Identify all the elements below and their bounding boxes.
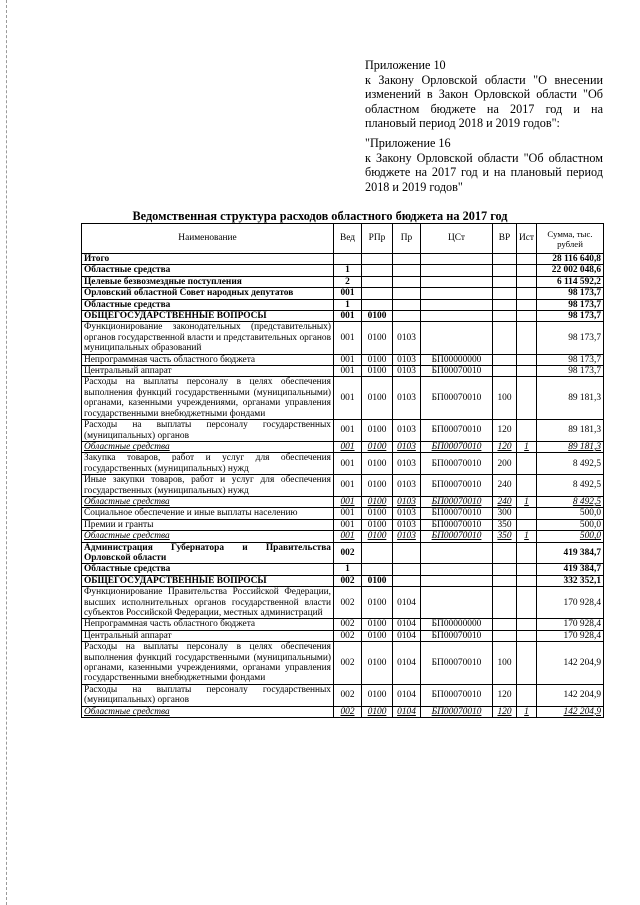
cell-rpr: 0100 (362, 642, 393, 685)
cell-sum: 22 002 048,6 (537, 265, 604, 276)
cell-rpr: 0100 (362, 630, 393, 641)
table-row (82, 366, 604, 377)
cell-rpr: 0100 (362, 519, 393, 530)
cell-rpr: 0100 (362, 587, 393, 619)
cell-sum: 170 928,4 (537, 619, 604, 630)
cell-vr: 300 (493, 508, 517, 519)
cell-ist (517, 630, 537, 641)
cell-sum: 500,0 (537, 508, 604, 519)
cell-cst: БП00070010 (421, 630, 493, 641)
cell-pr: 0104 (393, 630, 421, 641)
cell-ved: 001 (334, 519, 362, 530)
cell-cst (421, 564, 493, 575)
cell-name: Областные средства (82, 564, 334, 575)
cell-rpr: 0100 (362, 354, 393, 365)
table-row (82, 354, 604, 365)
cell-name: Областные средства (82, 531, 334, 542)
cell-sum: 170 928,4 (537, 587, 604, 619)
cell-cst: БП00070010 (421, 519, 493, 530)
appendix-16-text: к Закону Орловской области "Об областном бюджете на 2017 год и на плановый период 2018 и 2019 годов" (365, 150, 603, 194)
cell-ist (517, 288, 537, 299)
cell-sum: 142 204,9 (537, 684, 604, 706)
cell-name: Социальное обеспечение и иные выплаты населению (82, 508, 334, 519)
cell-vr (493, 276, 517, 287)
cell-cst (421, 288, 493, 299)
cell-sum: 98 173,7 (537, 354, 604, 365)
cell-ved: 002 (334, 684, 362, 706)
cell-ist: 1 (517, 496, 537, 507)
cell-vr (493, 254, 517, 265)
table-row (82, 420, 604, 442)
cell-vr: 240 (493, 475, 517, 497)
cell-ved: 1 (334, 265, 362, 276)
cell-ist (517, 587, 537, 619)
cell-pr (393, 254, 421, 265)
table-row (82, 475, 604, 497)
table-row (82, 288, 604, 299)
cell-sum: 500,0 (537, 531, 604, 542)
header-ved: Вед (334, 224, 362, 254)
cell-vr: 200 (493, 453, 517, 475)
table-row (82, 531, 604, 542)
cell-name: Администрация Губернатора и Правительства Орловской области (82, 542, 334, 564)
cell-rpr (362, 265, 393, 276)
cell-vr (493, 322, 517, 354)
cell-sum: 89 181,3 (537, 420, 604, 442)
cell-sum: 98 173,7 (537, 322, 604, 354)
header-sum: Сумма, тыс. рублей (537, 224, 604, 254)
cell-ved: 001 (334, 496, 362, 507)
table-row (82, 441, 604, 452)
cell-sum: 98 173,7 (537, 311, 604, 322)
table-row (82, 619, 604, 630)
cell-pr (393, 265, 421, 276)
cell-ved: 001 (334, 311, 362, 322)
cell-name: ОБЩЕГОСУДАРСТВЕННЫЕ ВОПРОСЫ (82, 311, 334, 322)
cell-cst: БП00070010 (421, 496, 493, 507)
table-row (82, 575, 604, 586)
cell-vr (493, 354, 517, 365)
cell-cst (421, 276, 493, 287)
appendix-10-text: к Закону Орловской области "О внесении изменений в Закон Орловской области "Об областном бюджете на 2017 год и на плановый период 2018 и 2019 годов": (365, 72, 603, 131)
cell-cst (421, 265, 493, 276)
cell-name: Закупка товаров, работ и услуг для обеспечения государственных (муниципальных) нужд (82, 453, 334, 475)
cell-vr: 100 (493, 642, 517, 685)
cell-pr (393, 276, 421, 287)
cell-pr (393, 575, 421, 586)
cell-sum: 332 352,1 (537, 575, 604, 586)
cell-vr: 120 (493, 441, 517, 452)
cell-rpr: 0100 (362, 684, 393, 706)
cell-vr (493, 288, 517, 299)
cell-name: Расходы на выплаты персоналу государственных (муниципальных) органов (82, 684, 334, 706)
table-row (82, 706, 604, 717)
table-row (82, 564, 604, 575)
cell-name: Областные средства (82, 265, 334, 276)
cell-pr: 0104 (393, 684, 421, 706)
cell-pr (393, 288, 421, 299)
cell-name: Расходы на выплаты персоналу в целях обеспечения выполнения функций государственными (муниципальными) органами, казенными учреждениями, органами управления государственными внебюджетными фондами (82, 377, 334, 420)
cell-rpr: 0100 (362, 366, 393, 377)
cell-cst: БП00070010 (421, 475, 493, 497)
cell-rpr: 0100 (362, 496, 393, 507)
cell-vr (493, 630, 517, 641)
cell-pr: 0103 (393, 441, 421, 452)
table-row (82, 542, 604, 564)
cell-cst (421, 575, 493, 586)
header-rpr: РПр (362, 224, 393, 254)
scan-edge-line (6, 0, 7, 905)
cell-rpr: 0100 (362, 420, 393, 442)
cell-name: Областные средства (82, 706, 334, 717)
table-row (82, 684, 604, 706)
table-row (82, 630, 604, 641)
cell-ved: 001 (334, 377, 362, 420)
cell-ist (517, 475, 537, 497)
cell-rpr: 0100 (362, 575, 393, 586)
cell-name: Орловский областной Совет народных депутатов (82, 288, 334, 299)
cell-sum: 28 116 640,8 (537, 254, 604, 265)
cell-ist (517, 254, 537, 265)
appendix-16-title: "Приложение 16 (365, 135, 451, 150)
cell-ist (517, 542, 537, 564)
cell-name: Областные средства (82, 299, 334, 310)
cell-vr (493, 542, 517, 564)
table-row (82, 496, 604, 507)
cell-cst: БП00070010 (421, 366, 493, 377)
cell-rpr: 0100 (362, 619, 393, 630)
cell-name: Премии и гранты (82, 519, 334, 530)
cell-cst: БП00000000 (421, 354, 493, 365)
cell-rpr (362, 542, 393, 564)
cell-ist (517, 420, 537, 442)
cell-ist (517, 684, 537, 706)
cell-ved: 001 (334, 366, 362, 377)
cell-ved: 001 (334, 288, 362, 299)
cell-vr: 240 (493, 496, 517, 507)
cell-pr (393, 542, 421, 564)
table-row (82, 276, 604, 287)
cell-rpr: 0100 (362, 475, 393, 497)
cell-cst: БП00070010 (421, 508, 493, 519)
cell-rpr: 0100 (362, 322, 393, 354)
cell-ved: 001 (334, 508, 362, 519)
cell-pr: 0103 (393, 453, 421, 475)
cell-name: Областные средства (82, 496, 334, 507)
cell-rpr: 0100 (362, 531, 393, 542)
cell-sum: 8 492,5 (537, 453, 604, 475)
cell-cst: БП00070010 (421, 531, 493, 542)
cell-rpr: 0100 (362, 311, 393, 322)
cell-name: Иные закупки товаров, работ и услуг для обеспечения государственных (муниципальных) нужд (82, 475, 334, 497)
cell-sum: 98 173,7 (537, 288, 604, 299)
table-row (82, 322, 604, 354)
cell-ist (517, 508, 537, 519)
table-header-row (82, 224, 604, 254)
cell-ved: 001 (334, 441, 362, 452)
cell-vr: 350 (493, 531, 517, 542)
cell-ist (517, 276, 537, 287)
cell-vr (493, 587, 517, 619)
cell-ved: 001 (334, 322, 362, 354)
cell-pr: 0103 (393, 475, 421, 497)
appendix-10-title: Приложение 10 (365, 58, 446, 72)
cell-ist (517, 564, 537, 575)
cell-vr: 350 (493, 519, 517, 530)
cell-ved: 001 (334, 354, 362, 365)
cell-ved: 001 (334, 531, 362, 542)
cell-name: Непрограммная часть областного бюджета (82, 354, 334, 365)
cell-sum: 89 181,3 (537, 441, 604, 452)
cell-pr (393, 299, 421, 310)
cell-ist (517, 642, 537, 685)
cell-sum: 8 492,5 (537, 475, 604, 497)
cell-rpr: 0100 (362, 453, 393, 475)
cell-cst (421, 322, 493, 354)
cell-ved: 002 (334, 587, 362, 619)
cell-pr: 0104 (393, 706, 421, 717)
cell-ist (517, 519, 537, 530)
cell-rpr: 0100 (362, 508, 393, 519)
appendix-block (365, 58, 603, 194)
cell-pr: 0104 (393, 619, 421, 630)
cell-name: Областные средства (82, 441, 334, 452)
cell-cst: БП00070010 (421, 453, 493, 475)
cell-rpr: 0100 (362, 377, 393, 420)
table-row (82, 519, 604, 530)
cell-sum: 142 204,9 (537, 706, 604, 717)
header-vr: ВР (493, 224, 517, 254)
cell-ist (517, 377, 537, 420)
cell-vr (493, 366, 517, 377)
cell-pr: 0103 (393, 496, 421, 507)
cell-ist: 1 (517, 706, 537, 717)
cell-sum: 419 384,7 (537, 564, 604, 575)
cell-ist (517, 265, 537, 276)
cell-rpr (362, 564, 393, 575)
cell-ved: 002 (334, 542, 362, 564)
cell-sum: 419 384,7 (537, 542, 604, 564)
cell-ved: 1 (334, 299, 362, 310)
cell-ved: 001 (334, 420, 362, 442)
cell-sum: 98 173,7 (537, 366, 604, 377)
cell-name: Функционирование Правительства Российской Федерации, высших исполнительных органов государственной власти субъектов Российской Федерации, местных администраций (82, 587, 334, 619)
cell-ist (517, 322, 537, 354)
cell-ved: 001 (334, 453, 362, 475)
cell-ved: 2 (334, 276, 362, 287)
cell-vr (493, 299, 517, 310)
cell-ved: 002 (334, 642, 362, 685)
cell-pr: 0103 (393, 366, 421, 377)
cell-ist (517, 311, 537, 322)
table-row (82, 508, 604, 519)
cell-cst (421, 542, 493, 564)
cell-sum: 89 181,3 (537, 377, 604, 420)
cell-pr: 0103 (393, 531, 421, 542)
cell-cst (421, 254, 493, 265)
cell-pr: 0104 (393, 587, 421, 619)
cell-name: Расходы на выплаты персоналу государственных (муниципальных) органов (82, 420, 334, 442)
cell-name: Непрограммная часть областного бюджета (82, 619, 334, 630)
cell-sum: 170 928,4 (537, 630, 604, 641)
cell-vr: 100 (493, 377, 517, 420)
cell-cst: БП00070010 (421, 642, 493, 685)
table-row (82, 587, 604, 619)
cell-cst: БП00070010 (421, 684, 493, 706)
cell-cst: БП00070010 (421, 420, 493, 442)
cell-sum: 6 114 592,2 (537, 276, 604, 287)
table-row (82, 642, 604, 685)
cell-ist (517, 366, 537, 377)
cell-rpr: 0100 (362, 706, 393, 717)
cell-vr (493, 564, 517, 575)
cell-pr (393, 311, 421, 322)
table-row (82, 377, 604, 420)
cell-vr: 120 (493, 706, 517, 717)
table-row (82, 311, 604, 322)
cell-rpr (362, 299, 393, 310)
cell-rpr (362, 288, 393, 299)
cell-ist: 1 (517, 531, 537, 542)
cell-vr: 120 (493, 420, 517, 442)
cell-ist (517, 354, 537, 365)
cell-pr: 0103 (393, 377, 421, 420)
cell-cst: БП00070010 (421, 377, 493, 420)
cell-vr (493, 619, 517, 630)
cell-sum: 8 492,5 (537, 496, 604, 507)
cell-ist (517, 575, 537, 586)
cell-sum: 98 173,7 (537, 299, 604, 310)
cell-rpr (362, 276, 393, 287)
cell-ved: 002 (334, 706, 362, 717)
cell-cst (421, 587, 493, 619)
cell-vr: 120 (493, 684, 517, 706)
cell-ved: 002 (334, 575, 362, 586)
table-row (82, 453, 604, 475)
cell-name: Центральный аппарат (82, 630, 334, 641)
table-row (82, 254, 604, 265)
cell-name: ОБЩЕГОСУДАРСТВЕННЫЕ ВОПРОСЫ (82, 575, 334, 586)
budget-table (81, 223, 604, 718)
cell-sum: 142 204,9 (537, 642, 604, 685)
cell-ist (517, 619, 537, 630)
header-ist: Ист (517, 224, 537, 254)
header-cst: ЦСт (421, 224, 493, 254)
cell-rpr (362, 254, 393, 265)
cell-ved: 002 (334, 630, 362, 641)
cell-ved: 001 (334, 475, 362, 497)
header-name: Наименование (82, 224, 334, 254)
cell-pr: 0104 (393, 642, 421, 685)
cell-pr: 0103 (393, 420, 421, 442)
cell-ved: 1 (334, 564, 362, 575)
cell-pr: 0103 (393, 519, 421, 530)
cell-vr (493, 575, 517, 586)
document-title: Ведомственная структура расходов областного бюджета на 2017 год (132, 209, 508, 223)
header-pr: Пр (393, 224, 421, 254)
cell-ist (517, 299, 537, 310)
cell-cst (421, 299, 493, 310)
cell-cst: БП00070010 (421, 706, 493, 717)
table-row (82, 299, 604, 310)
cell-sum: 500,0 (537, 519, 604, 530)
cell-ist: 1 (517, 441, 537, 452)
cell-ved (334, 254, 362, 265)
cell-name: Функционирование законодательных (представительных) органов государственной власти и представительных органов муниципальных образований (82, 322, 334, 354)
cell-cst (421, 311, 493, 322)
cell-name: Целевые безвозмездные поступления (82, 276, 334, 287)
cell-ved: 002 (334, 619, 362, 630)
cell-ist (517, 453, 537, 475)
cell-pr: 0103 (393, 508, 421, 519)
cell-cst: БП00070010 (421, 441, 493, 452)
cell-pr: 0103 (393, 322, 421, 354)
cell-name: Расходы на выплаты персоналу в целях обеспечения выполнения функций государственными (муниципальными) органами, казенными учреждениями, органами управления государственными внебюджетными фондами (82, 642, 334, 685)
cell-cst: БП00000000 (421, 619, 493, 630)
cell-pr: 0103 (393, 354, 421, 365)
cell-name: Центральный аппарат (82, 366, 334, 377)
cell-name: Итого (82, 254, 334, 265)
cell-vr (493, 311, 517, 322)
cell-rpr: 0100 (362, 441, 393, 452)
cell-pr (393, 564, 421, 575)
cell-vr (493, 265, 517, 276)
table-row (82, 265, 604, 276)
